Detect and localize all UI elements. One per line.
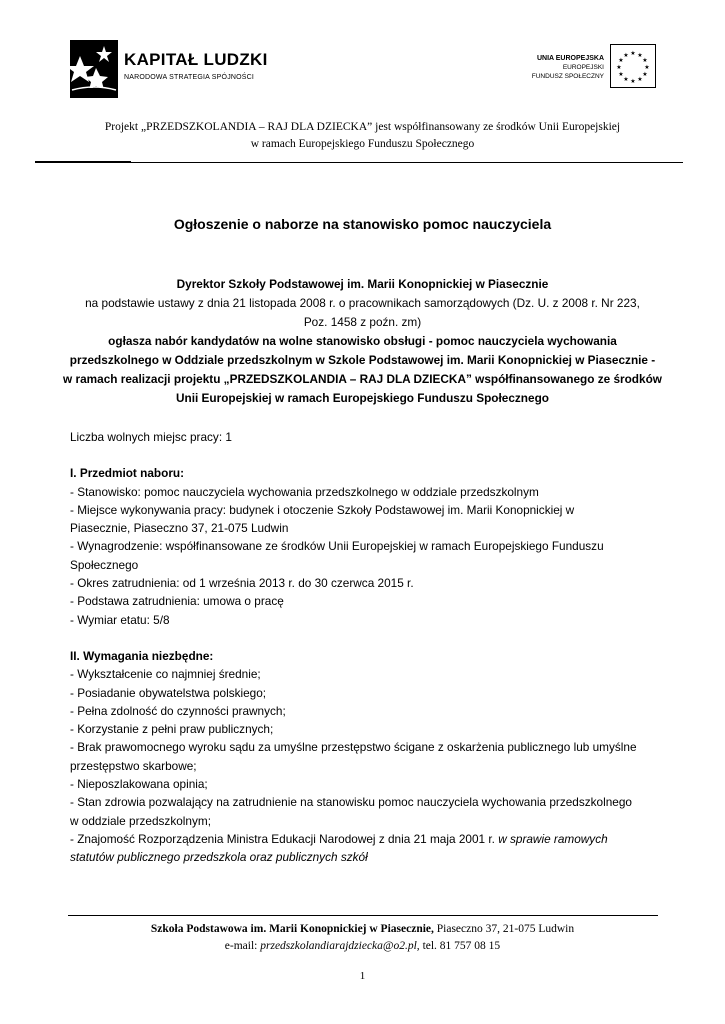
section-1-item: Społecznego [70,557,139,572]
section-2-item: - Pełna zdolność do czynności prawnych; [70,703,286,718]
footer [60,921,665,955]
eu-line-2: EUROPEJSKI [562,64,604,71]
svg-text:★: ★ [642,57,648,64]
section-1-item: - Okres zatrudnienia: od 1 września 2013 r. do 30 czerwca 2015 r. [70,576,414,591]
section-1-item: - Stanowisko: pomoc nauczyciela wychowania przedszkolnego w oddziale przedszkolnym [70,484,539,499]
svg-text:★: ★ [637,52,643,59]
section-1-item: - Wymiar etatu: 5/8 [70,612,170,627]
intro-block [60,275,665,408]
project-header-note [60,119,665,153]
section-1-heading: I. Przedmiot naboru: [70,466,185,481]
section-2-item-last [70,830,665,848]
svg-text:★: ★ [630,50,636,57]
section-2-item: - Stan zdrowia pozwalający na zatrudnienie na stanowisku pomoc nauczyciela wychowania przedszkolnego [70,795,632,810]
svg-text:★: ★ [623,52,629,59]
eu-line-3: FUNDUSZ SPOŁECZNY [531,73,604,80]
svg-text:★: ★ [642,71,648,78]
intro-legal-line-1: na podstawie ustawy z dnia 21 listopada 2008 r. o pracownikach samorządowych (Dz. U. z 2008 r. Nr 223, [85,296,640,310]
eu-line-1: UNIA EUROPEJSKA [536,55,604,62]
vacancies-count: Liczba wolnych miejsc pracy: 1 [70,430,232,444]
footer-contact-line [60,938,665,955]
kapital-ludzki-title: KAPITAŁ LUDZKI [124,50,268,69]
footer-address-line [60,921,665,938]
footer-email: przedszkolandiarajdziecka@o2.pl, [260,940,420,952]
footer-address: Piaseczno 37, 21-075 Ludwin [433,923,575,935]
regulation-text: - Znajomość Rozporządzenia Ministra Edukacji Narodowej z dnia 21 maja 2001 r. [70,831,499,846]
svg-text:★: ★ [644,64,650,71]
section-2-item: - Posiadanie obywatelstwa polskiego; [70,685,267,700]
svg-text:★: ★ [618,57,624,64]
intro-director: Dyrektor Szkoły Podstawowej im. Marii Konopnickiej w Piasecznie [176,277,549,291]
footer-phone: tel. 81 757 08 15 [419,940,501,952]
section-1-item: Piasecznie, Piaseczno 37, 21-075 Ludwin [70,521,289,536]
regulation-title-part-2: statutów publicznego przedszkola oraz publicznych szkół [70,850,368,865]
svg-text:★: ★ [623,76,629,83]
section-2-heading: II. Wymagania niezbędne: [70,648,214,663]
page-number: 1 [359,970,366,982]
eu-logo-text [508,54,604,81]
section-2-item: w oddziale przedszkolnym; [70,813,211,828]
header-note-line-1: Projekt „PRZEDSZKOLANDIA – RAJ DLA DZIECKA” jest współfinansowany ze środków Unii Europejskiej [104,121,621,133]
section-1-item: - Miejsce wykonywania pracy: budynek i otoczenie Szkoły Podstawowej im. Marii Konopnickiej w [70,502,575,517]
svg-text:★: ★ [618,71,624,78]
header-divider [35,162,683,163]
svg-text:★: ★ [637,76,643,83]
document-title: Ogłoszenie o naborze na stanowisko pomoc nauczyciela [173,216,552,232]
intro-announce-line-3: w ramach realizacji projektu „PRZEDSZKOLANDIA – RAJ DLA DZIECKA” współfinansowanego ze środków [63,372,662,386]
header-note-line-2: w ramach Europejskiego Funduszu Społecznego [250,138,475,150]
intro-announce-line-4: Unii Europejskiej w ramach Europejskiego Funduszu Społecznego [176,391,549,405]
intro-legal-line-2: Poz. 1458 z poźn. zm) [303,315,422,329]
footer-divider [68,915,658,916]
section-2-item: przestępstwo skarbowe; [70,758,197,773]
footer-email-label: e-mail: [224,940,261,952]
intro-announce-line-1: ogłasza nabór kandydatów na wolne stanowisko obsługi - pomoc nauczyciela wychowania [108,334,617,348]
regulation-title-part-1: w sprawie ramowych [498,831,608,846]
svg-text:★: ★ [630,78,636,85]
eu-flag-icon [610,44,656,88]
kapital-ludzki-emblem-icon [70,40,118,98]
section-2-item: - Brak prawomocnego wyroku sądu za umyślne przestępstwo ścigane z oskarżenia publicznego lub umyślne [70,740,637,755]
kapital-ludzki-subtitle: NARODOWA STRATEGIA SPÓJNOŚCI [124,74,255,81]
eu-logo [508,44,656,92]
svg-text:★: ★ [616,64,622,71]
section-2-item: - Wykształcenie co najmniej średnie; [70,667,261,682]
section-2-item: - Nieposzlakowana opinia; [70,777,208,792]
footer-school-name: Szkoła Podstawowa im. Marii Konopnickiej w Piasecznie, [150,923,434,935]
section-1-item: - Podstawa zatrudnienia: umowa o pracę [70,594,284,609]
intro-announce-line-2: przedszkolnego w Oddziale przedszkolnym w Szkole Podstawowej im. Marii Konopnickiej w Piasecznie - [69,353,656,367]
main-body [70,428,665,867]
kapital-ludzki-logo [70,40,270,102]
section-2-item: - Korzystanie z pełni praw publicznych; [70,722,274,737]
section-1-item: - Wynagrodzenie: współfinansowane ze środków Unii Europejskiej w ramach Europejskiego Funduszu [70,539,604,554]
